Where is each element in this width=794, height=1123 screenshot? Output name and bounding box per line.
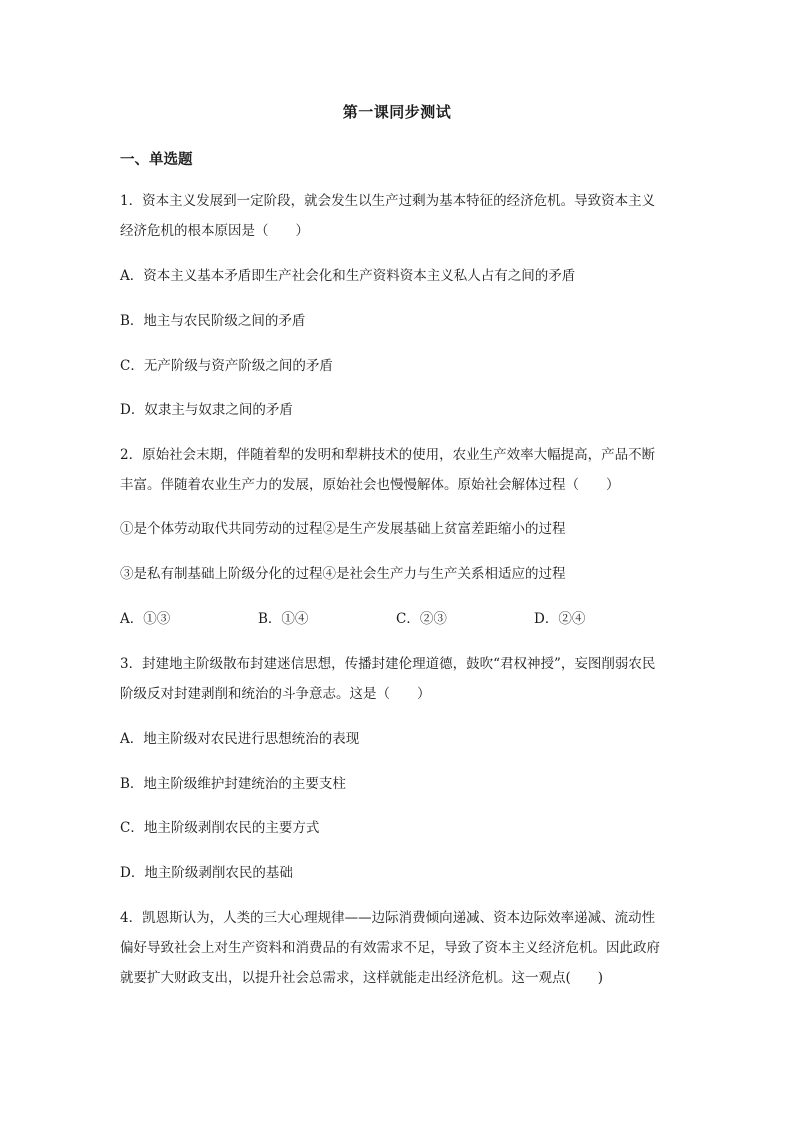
q2-option-d: D．②④ (534, 611, 586, 627)
q3-option-d: D．地主阶级剥削农民的基础 (120, 865, 293, 881)
q2-option-c: C．②③ (396, 611, 447, 627)
q3-option-a: A．地主阶级对农民进行思想统治的表现 (120, 731, 360, 747)
q3-option-c: C．地主阶级剥削农民的主要方式 (120, 820, 320, 836)
q1-stem-line1: 1．资本主义发展到一定阶段，就会发生以生产过剩为基本特征的经济危机。导致资本主义 (120, 193, 656, 209)
q1-option-c: C．无产阶级与资产阶级之间的矛盾 (120, 358, 333, 374)
q3-option-b: B．地主阶级维护封建统治的主要支柱 (120, 776, 346, 792)
q4-stem-line3: 就要扩大财政支出，以提升社会总需求，这样就能走出经济危机。这一观点( ) (120, 970, 604, 986)
q4-stem-line2: 偏好导致社会上对生产资料和消费品的有效需求不足，导致了资本主义经济危机。因此政府 (120, 940, 660, 956)
section-heading: 一、单选题 (120, 151, 193, 168)
q1-stem-line2: 经济危机的根本原因是（ ） (120, 223, 309, 239)
q2-stem-line2: 丰富。伴随着农业生产力的发展，原始社会也慢慢解体。原始社会解体过程（ ） (120, 477, 620, 493)
q2-statement-line2: ③是私有制基础上阶级分化的过程④是社会生产力与生产关系相适应的过程 (120, 566, 566, 582)
q2-stem-line1: 2．原始社会末期，伴随着犁的发明和犁耕技术的使用，农业生产效率大幅提高，产品不断 (120, 447, 656, 463)
q2-option-a: A．①③ (120, 611, 171, 627)
q3-stem-line1: 3．封建地主阶级散布封建迷信思想，传播封建伦理道德，鼓吹“君权神授”，妄图削弱农民 (120, 656, 656, 672)
q1-option-d: D．奴隶主与奴隶之间的矛盾 (120, 402, 293, 418)
q2-statement-line1: ①是个体劳动取代共同劳动的过程②是生产发展基础上贫富差距缩小的过程 (120, 521, 566, 537)
document-title: 第一课同步测试 (342, 103, 452, 121)
q1-option-a: A．资本主义基本矛盾即生产社会化和生产资料资本主义私人占有之间的矛盾 (120, 268, 576, 284)
q3-stem-line2: 阶级反对封建剥削和统治的斗争意志。这是（ ） (120, 686, 431, 702)
q2-option-b: B．①④ (258, 611, 309, 627)
q1-option-b: B．地主与农民阶级之间的矛盾 (120, 313, 306, 329)
q4-stem-line1: 4．凯恩斯认为，人类的三大心理规律——边际消费倾向递减、资本边际效率递减、流动性 (120, 910, 656, 926)
q2-options-row (120, 609, 680, 629)
